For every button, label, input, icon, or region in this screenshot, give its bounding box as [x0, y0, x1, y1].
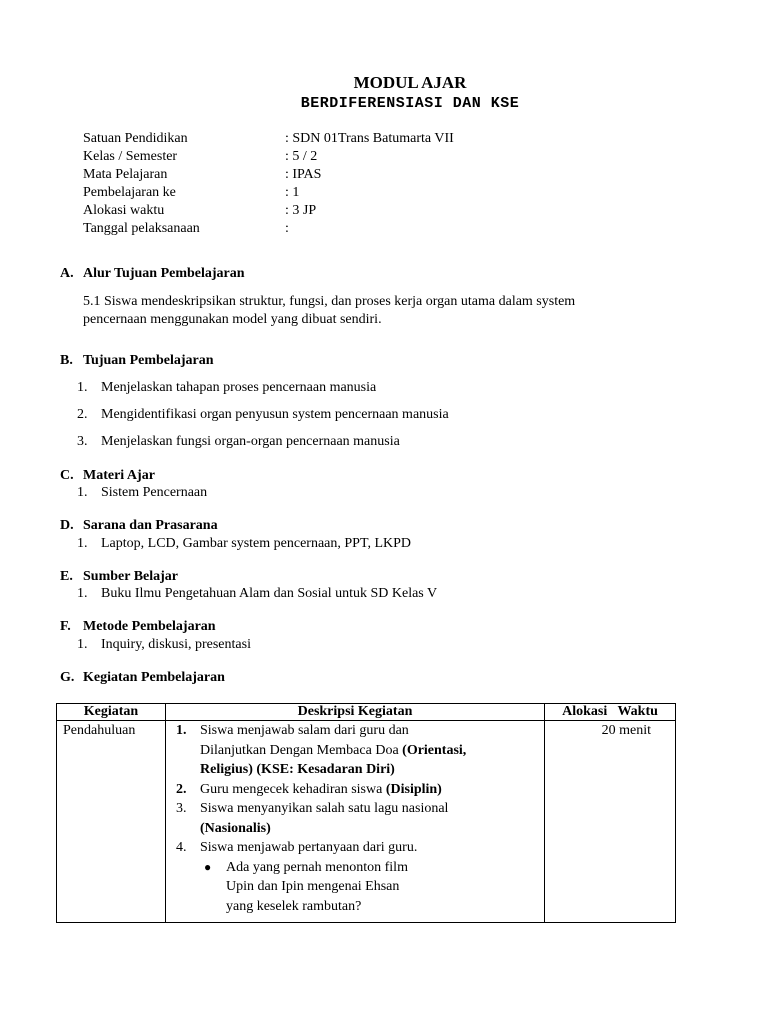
list-item [77, 485, 207, 501]
section-heading-e [60, 569, 178, 585]
list-text: Mengidentifikasi organ penyusun system pencernaan manusia [101, 407, 449, 422]
description-cell [166, 721, 545, 923]
section-letter: D. [60, 518, 74, 533]
list-text: Menjelaskan tahapan proses pencernaan manusia [101, 380, 377, 395]
step-text: Siswa menjawab salam dari guru dan [200, 723, 409, 738]
activity-table [56, 703, 676, 923]
step-value-tag: (Orientasi, [402, 742, 467, 758]
list-item [77, 637, 251, 653]
list-number: 1. [77, 380, 88, 395]
step-value-tag [200, 819, 542, 839]
section-title: Sarana dan Prasarana [83, 518, 218, 533]
list-number: 1. [77, 485, 88, 500]
list-item [77, 536, 411, 552]
list-number: 1. [77, 586, 88, 601]
info-label: Satuan Pendidikan [83, 131, 188, 146]
step-number: 1. [176, 723, 187, 738]
list-number: 3. [77, 434, 88, 449]
step-text: Dilanjutkan Dengan Membaca Doa [200, 742, 403, 758]
info-value: : SDN 01Trans Batumarta VII [285, 131, 454, 146]
info-row [83, 148, 583, 166]
section-title: Materi Ajar [83, 468, 155, 483]
step-value-tag: (Disiplin) [385, 781, 442, 797]
document-subtitle: BERDIFERENSIASI DAN KSE [300, 95, 520, 112]
info-label: Alokasi waktu [83, 203, 165, 218]
info-value: : 1 [285, 185, 300, 200]
paragraph-line: pencernaan menggunakan model yang dibuat sendiri. [83, 312, 382, 327]
info-label: Kelas / Semester [83, 149, 178, 164]
bullet-text: Upin dan Ipin mengenai Ehsan [226, 879, 400, 894]
step-value-tag [200, 760, 542, 780]
list-item [77, 407, 449, 423]
time-cell [545, 721, 676, 923]
info-value: : [285, 221, 289, 236]
section-heading-b [60, 353, 214, 369]
info-value: : IPAS [285, 167, 322, 182]
section-letter: F. [60, 619, 71, 634]
bullet-text: Ada yang pernah menonton film [226, 859, 408, 875]
info-row [83, 220, 583, 238]
identity-block [83, 130, 583, 238]
table-row [57, 721, 676, 923]
list-number: 1. [77, 536, 88, 551]
section-letter: G. [60, 670, 75, 685]
step-text: Guru mengecek kehadiran siswa [200, 781, 386, 797]
step-number: 4. [176, 840, 187, 855]
time-value: 20 menit [601, 723, 651, 738]
info-row [83, 184, 583, 202]
step-number: 2. [176, 781, 187, 797]
section-heading-f [60, 619, 216, 635]
section-letter: E. [60, 569, 73, 584]
info-row [83, 166, 583, 184]
description-list [166, 721, 544, 922]
info-label: Mata Pelajaran [83, 167, 168, 182]
info-value: : 3 JP [285, 203, 317, 218]
step-3 [174, 799, 542, 838]
list-text: Sistem Pencernaan [101, 485, 208, 500]
section-heading-a [60, 266, 245, 282]
table-header-row [57, 704, 676, 721]
step-text-line [200, 741, 542, 761]
list-item [77, 586, 437, 602]
activity-cell [57, 721, 166, 923]
paragraph-line: 5.1 Siswa mendeskripsikan struktur, fungsi, dan proses kerja organ utama dalam system [83, 294, 576, 309]
step-1 [174, 721, 542, 780]
step-text: Siswa menyanyikan salah satu lagu nasional [200, 801, 449, 816]
section-title: Sumber Belajar [83, 569, 179, 584]
activity-name: Pendahuluan [63, 723, 136, 738]
section-heading-g [60, 670, 225, 686]
section-letter: A. [60, 266, 74, 281]
info-value: : 5 / 2 [285, 149, 318, 164]
step-2 [174, 780, 542, 800]
section-title: Kegiatan Pembelajaran [83, 670, 225, 685]
header-deskripsi: Deskripsi Kegiatan [166, 704, 545, 721]
bullet-icon: ● [204, 859, 212, 874]
list-item [77, 380, 376, 396]
list-text: Inquiry, diskusi, presentasi [101, 637, 251, 652]
step-value-tag-text: (Nasionalis) [200, 820, 271, 836]
section-title: Tujuan Pembelajaran [83, 353, 214, 368]
bullet-item [174, 858, 542, 917]
header-kegiatan: Kegiatan [57, 704, 166, 721]
list-number: 1. [77, 637, 88, 652]
section-a-paragraph [83, 293, 683, 329]
section-letter: C. [60, 468, 74, 483]
step-4 [174, 838, 542, 858]
bullet-text: yang keselek rambutan? [226, 898, 362, 914]
info-label: Pembelajaran ke [83, 185, 176, 200]
list-text: Menjelaskan fungsi organ-organ pencernaan manusia [101, 434, 400, 449]
section-title: Metode Pembelajaran [83, 619, 216, 634]
step-value-tag-text: Religius) (KSE: Kesadaran Diri) [200, 762, 395, 777]
section-heading-c [60, 468, 155, 484]
document-title: MODUL AJAR [353, 73, 467, 92]
section-heading-d [60, 518, 218, 534]
list-number: 2. [77, 407, 88, 422]
step-number: 3. [176, 801, 187, 816]
list-text: Buku Ilmu Pengetahuan Alam dan Sosial untuk SD Kelas V [101, 586, 438, 601]
header-alokasi: Alokasi Waktu [545, 704, 676, 721]
section-title: Alur Tujuan Pembelajaran [83, 266, 245, 281]
info-row [83, 130, 583, 148]
info-label: Tanggal pelaksanaan [83, 221, 200, 236]
step-text: Siswa menjawab pertanyaan dari guru. [200, 840, 418, 855]
info-row [83, 202, 583, 220]
section-letter: B. [60, 353, 73, 368]
list-text: Laptop, LCD, Gambar system pencernaan, PPT, LKPD [101, 536, 412, 551]
list-item [77, 434, 400, 450]
